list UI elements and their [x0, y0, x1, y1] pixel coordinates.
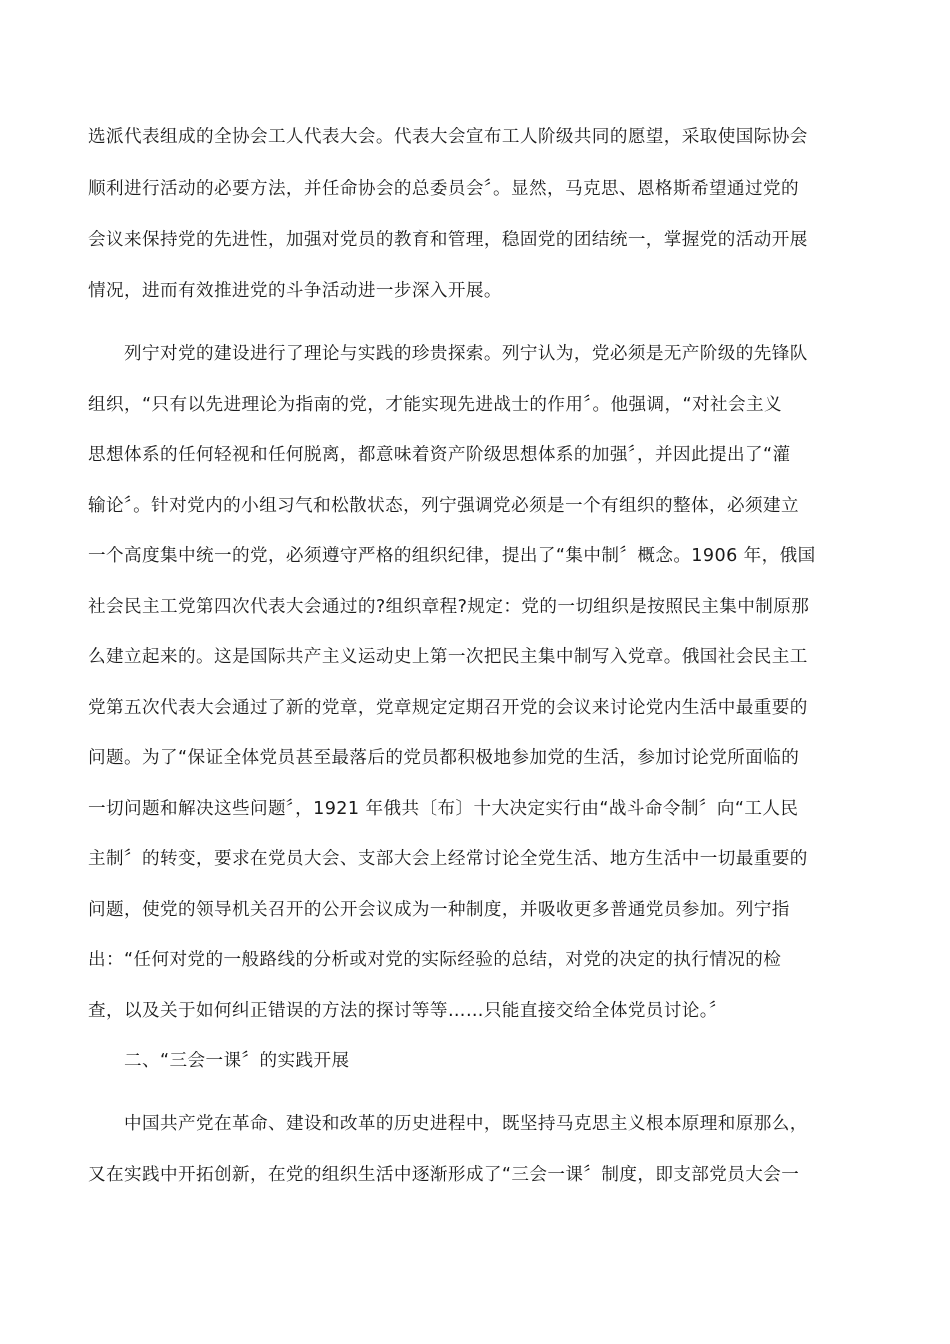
section-heading: 二、“三会一课〞的实践开展 [124, 1051, 350, 1071]
text-line: 会议来保持党的先进性，加强对党员的教育和管理，稳固党的团结统一，掌握党的活动开展 [88, 230, 808, 250]
text-line: 一个高度集中统一的党，必须遵守严格的组织纪律，提出了“集中制〞概念。1906 年，俄国 [88, 546, 816, 566]
text-line: 顺利进行活动的必要方法，并任命协会的总委员会〞。显然，马克思、恩格斯希望通过党的 [88, 179, 799, 199]
text-line: 问题，使党的领导机关召开的公开会议成为一种制度，并吸收更多普通党员参加。列宁指 [88, 900, 790, 920]
text-line: 查，以及关于如何纠正错误的方法的探讨等等……只能直接交给全体党员讨论。〞 [88, 1001, 727, 1021]
text-line: 情况，进而有效推进党的斗争活动进一步深入开展。 [88, 281, 502, 301]
text-line: 输论〞。针对党内的小组习气和松散状态，列宁强调党必须是一个有组织的整体，必须建立 [88, 496, 799, 516]
text-line: 主制〞的转变，要求在党员大会、支部大会上经常讨论全党生活、地方生活中一切最重要的 [88, 849, 808, 869]
text-line: 又在实践中开拓创新，在党的组织生活中逐渐形成了“三会一课〞制度，即支部党员大会一 [88, 1165, 800, 1185]
text-line: 列宁对党的建设进行了理论与实践的珍贵探索。列宁认为，党必须是无产阶级的先锋队 [124, 344, 808, 364]
text-line: 出：“任何对党的一般路线的分析或对党的实际经验的总结，对党的决定的执行情况的检 [88, 950, 782, 970]
text-line: 党第五次代表大会通过了新的党章，党章规定定期召开党的会议来讨论党内生活中最重要的 [88, 698, 808, 718]
text-line: 组织，“只有以先进理论为指南的党，才能实现先进战士的作用〞。他强调，“对社会主义 [88, 395, 782, 415]
text-line: 么建立起来的。这是国际共产主义运动史上第一次把民主集中制写入党章。俄国社会民主工 [88, 647, 808, 667]
text-line: 选派代表组成的全协会工人代表大会。代表大会宣布工人阶级共同的愿望，采取使国际协会 [88, 127, 808, 147]
text-line: 中国共产党在革命、建设和改革的历史进程中，既坚持马克思主义根本原理和原那么， [124, 1114, 808, 1134]
text-line: 思想体系的任何轻视和任何脱离，都意味着资产阶级思想体系的加强〞，并因此提出了“灌 [88, 445, 791, 465]
text-line: 社会民主工党第四次代表大会通过的?组织章程?规定：党的一切组织是按照民主集中制原那 [88, 597, 810, 617]
text-line: 问题。为了“保证全体党员甚至最落后的党员都积极地参加党的生活，参加讨论党所面临的 [88, 748, 800, 768]
text-line: 一切问题和解决这些问题〞，1921 年俄共〔布〕十大决定实行由“战斗命令制〞向“工人民 [88, 799, 799, 819]
